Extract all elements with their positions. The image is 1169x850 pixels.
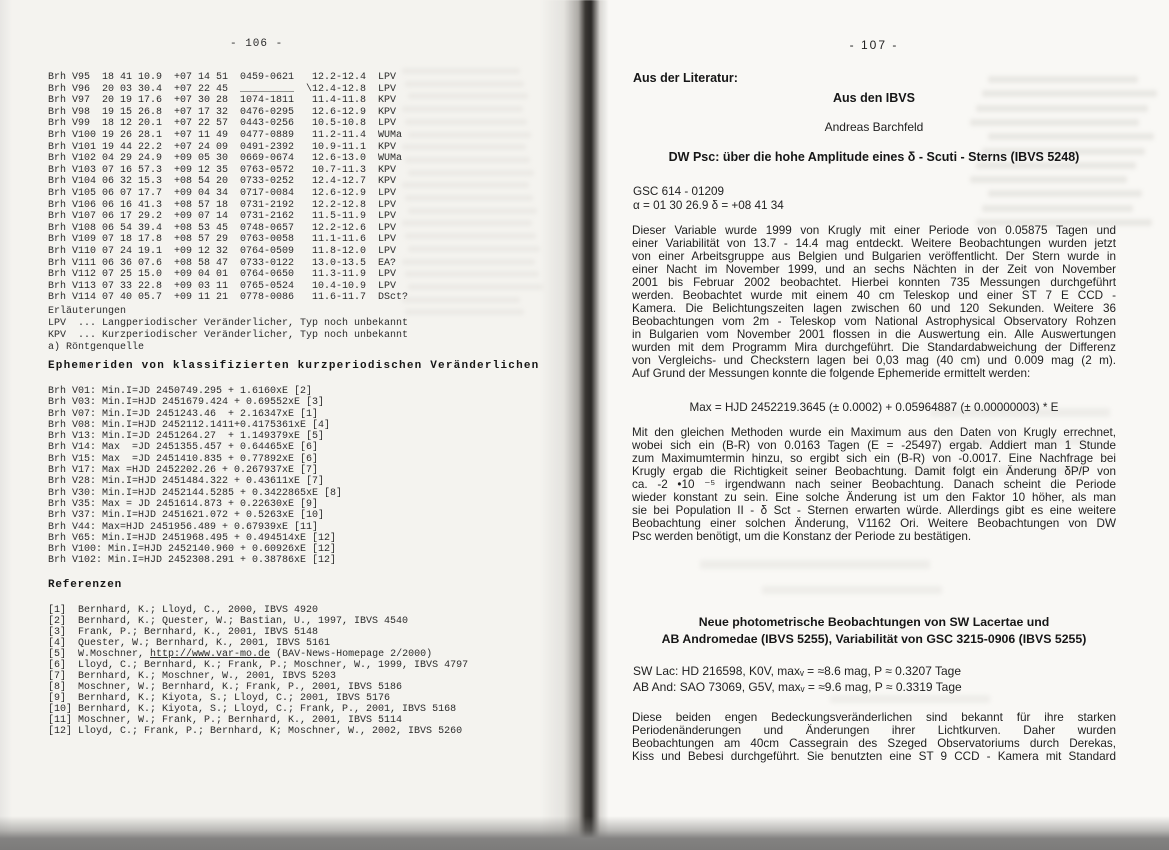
ephemerides-list	[48, 386, 342, 567]
page-number-106: - 106 -	[230, 38, 284, 50]
legend-line: a) Röntgenquelle	[48, 342, 145, 353]
bleed-through-patch	[762, 586, 942, 594]
bleed-through-line	[405, 119, 527, 125]
references-heading: Referenzen	[48, 579, 123, 591]
bleed-through-line	[405, 81, 524, 87]
table-row: Brh V98 19 15 26.8 +07 17 32 0476-0295 12.6-12.9 KPV	[48, 106, 397, 118]
ephemeris-line: Brh V35: Max = JD 2451614.873 + 0.22630xE [9]	[48, 498, 319, 510]
paragraph-line: wieder konstant zu sein. Eine solche Änderung ist um den Faktor 10 höher, als man	[632, 491, 1116, 504]
paragraph-line: Auf Grund der Messungen konnte die folgende Ephemeride ermittelt werden:	[632, 367, 1031, 380]
reference-line	[48, 704, 468, 715]
paragraph-line: wurden mit dem Programm Mira durchgeführt. Die Standardabweichung der Differenz	[632, 341, 1116, 354]
reference-line	[48, 671, 468, 682]
table-row: Brh V105 06 07 17.7 +09 04 34 0717-0084 12.6-12.9 LPV	[48, 187, 397, 199]
paragraph-line: von Vergleichs- und Checkstern lagen bei 0,03 mag (40 cm) und 0.009 mag (2 m).	[632, 354, 1116, 367]
paragraph-line: Diese beiden engen Bedeckungsveränderlichen sind bekannt für ihre starken	[632, 711, 1116, 724]
page-number-107: - 107 -	[849, 38, 899, 52]
section-label: Aus der Literatur:	[633, 71, 738, 85]
bleed-through-line	[408, 93, 528, 99]
ephemeris-line: Brh V07: Min.I=JD 2451243.46 + 2.16347xE [1]	[48, 408, 319, 420]
reference-text: [5] W.Moschner,	[48, 649, 151, 660]
bleed-through-line	[982, 205, 1133, 212]
paragraph-line: ca. -2 •10 ⁻⁵ irgendwann nach seiner Beobachtung. Danach scheint die Periode	[632, 478, 1116, 491]
article1-title: DW Psc: über die hohe Amplitude eines δ - Scuti - Sterns (IBVS 5248)	[668, 150, 1080, 164]
references-list	[48, 605, 468, 737]
ephemeris-line: Brh V15: Max =JD 2451410.835 + 0.77892xE [6]	[48, 453, 319, 465]
printed-url: http://www.var-mo.de	[150, 649, 271, 660]
paper-left-edge-shading	[0, 0, 12, 850]
paragraph-line: in Bulgarien vom November 2001 flossen in die Auswertung ein. Alle Auswertungen	[632, 328, 1116, 341]
table-row: Brh V112 07 25 15.0 +09 04 01 0764-0650 11.3-11.9 LPV	[48, 269, 397, 281]
paragraph-line: Krugly ergab die Richtigkeit seiner Beobachtung. Damit folgt ein Änderung δP/P von	[632, 465, 1116, 478]
paragraph-line: werden. Beobachtet wurde mit einem 40 cm Teleskop und einer ST 7 E CCD -	[632, 289, 1116, 302]
bleed-through-line	[405, 233, 536, 239]
table-row: Brh V102 04 29 24.9 +09 05 30 0669-0674 12.6-13.0 WUMa	[48, 153, 403, 165]
ephemeris-line: Brh V01: Min.I=JD 2450749.295 + 1.6160xE [2]	[48, 386, 313, 397]
table-row: Brh V114 07 40 05.7 +09 11 21 0778-0086 11.6-11.7 DSct?	[48, 292, 409, 304]
reference-text: [10] Bernhard, K.; Kiyota, S.; Lloyd, C.; Frank, P., 2001, IBVS 5168	[48, 704, 457, 715]
legend-line: LPV ... Langperiodischer Veränderlicher, Typ noch unbekannt	[48, 318, 409, 329]
bleed-through-line	[402, 182, 529, 188]
paragraph-line: sie bei Population II - δ Sct - Sternen erwarten würde. Allerdings gibt es eine weitere	[632, 504, 1116, 517]
reference-line	[48, 616, 468, 627]
article2-paragraph	[632, 711, 1116, 763]
author-name: Andreas Barchfeld	[824, 120, 924, 134]
article2-title-line2: AB Andromedae (IBVS 5255), Variabilität von GSC 3215-0906 (IBVS 5255)	[661, 632, 1087, 646]
variable-star-table	[48, 72, 408, 304]
reference-text: [3] Frank, P.; Bernhard, K., 2001, IBVS 5148	[48, 627, 319, 638]
table-row: Brh V100 19 26 28.1 +07 11 49 0477-0889 11.2-11.4 WUMa	[48, 129, 403, 141]
ephemeris-line: Brh V30: Min.I=HJD 2452144.5285 + 0.3422865xE [8]	[48, 487, 343, 499]
bleed-through-patch	[700, 560, 930, 569]
bleed-through-line	[402, 297, 520, 303]
reference-text: [1] Bernhard, K.; Lloyd, C., 2000, IBVS 4920	[48, 605, 319, 616]
reference-line	[48, 638, 468, 649]
bleed-through-line	[988, 190, 1142, 197]
star-summary-ab-and: AB And: SAO 73069, G5V, maxᵥ = ≈9.6 mag, P ≈ 0.3319 Tage	[633, 679, 962, 694]
scan-bottom-shadow	[0, 816, 1169, 850]
reference-text: [4] Quester, W.; Bernhard, K., 2001, IBVS 5161	[48, 638, 331, 649]
paragraph-line: Dieser Variable wurde 1999 von Krugly mit einer Periode von 0.05875 Tagen und	[632, 224, 1116, 237]
bleed-through-line	[402, 220, 532, 226]
ephemeris-line: Brh V08: Min.I=HJD 2452112.1411+0.4175361xE [4]	[48, 419, 331, 431]
paragraph-line: Psc werden benötigt, um die Konstanz der Periode zu bestätigen.	[632, 530, 972, 543]
ephemeris-line: Brh V100: Min.I=HJD 2452140.960 + 0.60926xE [12]	[48, 544, 337, 556]
paragraph-line: einer Nacht im November 1999, und an sechs Nächten in der Zeit von November	[632, 263, 1116, 276]
bleed-through-line	[408, 284, 543, 290]
paragraph-line: einer Variabilität von 13.7 - 14.4 mag entdeckt. Weitere Beobachtungen wurden jetzt	[632, 237, 1116, 250]
bleed-through-line	[405, 195, 533, 201]
paragraph-line: wobei sich ein (B-R) von 0.0163 Tagen (E = -25497) ergab. Addiert man 1 Stunde	[632, 439, 1116, 452]
reference-text: [2] Bernhard, K.; Quester, W.; Bastian, U., 1997, IBVS 4540	[48, 616, 409, 627]
article2-title-line1: Neue photometrische Beobachtungen von SW Lacertae und	[698, 615, 1050, 629]
ephemeris-formula: Max = HJD 2452219.3645 (± 0.0002) + 0.05964887 (± 0.00000003) * E	[689, 401, 1059, 414]
paragraph-line: Beobachtungen vom 2m - Teleskop vom National Astrophysical Observatory Rohzen	[632, 315, 1116, 328]
bleed-through-patch	[830, 695, 990, 703]
paragraph-line: Mit den gleichen Methoden wurde ein Maximum aus den Daten von Krugly errechnet,	[632, 426, 1116, 439]
paragraph-line: 2001 bis Februar 2002 beobachtet. Hierbei konnten 735 Messungen durchgeführt	[632, 276, 1116, 289]
paragraph-line: von einer Arbeitsgruppe aus Belgien und Bulgarien veröffentlicht. Der Stern wurde in	[632, 250, 1116, 263]
bleed-through-line	[405, 309, 524, 315]
ephemeris-line: Brh V37: Min.I=HJD 2451621.072 + 0.5263xE [10]	[48, 510, 325, 522]
table-row: Brh V108 06 54 39.4 +08 53 45 0748-0657 12.2-12.6 LPV	[48, 222, 397, 234]
reference-line	[48, 715, 468, 726]
star-summary-sw-lac: SW Lac: HD 216598, K0V, maxᵥ = ≈8.6 mag, P ≈ 0.3207 Tage	[633, 664, 962, 678]
table-row: Brh V109 07 18 17.8 +08 57 29 0763-0058 11.1-11.6 LPV	[48, 234, 397, 246]
bleed-through-line	[402, 106, 523, 112]
bleed-through-line	[976, 105, 1148, 112]
table-row: Brh V104 06 32 15.3 +08 54 20 0733-0252 12.4-12.7 KPV	[48, 176, 397, 188]
table-row: Brh V111 06 36 07.6 +08 58 47 0733-0122 13.0-13.5 EA?	[48, 257, 397, 269]
reference-text: [12] Lloyd, C.; Frank, P.; Bernhard, K; Moschner, W., 2002, IBVS 5260	[48, 726, 463, 737]
reference-text: [6] Lloyd, C.; Bernhard, K.; Frank, P.; Moschner, W., 1999, IBVS 4797	[48, 660, 469, 671]
object-id: GSC 614 - 01209	[633, 185, 724, 198]
bleed-through-line	[408, 170, 534, 176]
bleed-through-line	[408, 246, 540, 252]
legend-line: KPV ... Kurzperiodischer Veränderlicher, Typ noch unbekannt	[48, 330, 409, 341]
ephemeris-line: Brh V102: Min.I=HJD 2452308.291 + 0.38786xE [12]	[48, 555, 337, 567]
ephemeris-line: Brh V14: Max =JD 2451355.457 + 0.64465xE [6]	[48, 442, 319, 454]
table-row: Brh V103 07 16 57.3 +09 12 35 0763-0572 10.7-11.3 KPV	[48, 164, 397, 176]
paragraph-line: Beobachtungen am 40cm Cassegrain des Szeged Observatoriums durch Derekas,	[632, 737, 1116, 750]
reference-line	[48, 605, 468, 616]
ephemeris-line: Brh V17: Max =HJD 2452202.26 + 0.267937xE [7]	[48, 465, 319, 477]
book-spine-shadow	[540, 0, 620, 850]
table-row: Brh V95 18 41 10.9 +07 14 51 0459-0621 12.2-12.4 LPV	[48, 72, 397, 83]
article2-title	[622, 614, 1126, 648]
object-coordinates: α = 01 30 26.9 δ = +08 41 34	[633, 199, 784, 212]
legend-notes	[48, 306, 408, 354]
reference-line	[48, 660, 468, 671]
table-row: Brh V107 06 17 29.2 +09 07 14 0731-2162 11.5-11.9 LPV	[48, 211, 397, 223]
ephemeris-line: Brh V65: Min.I=HJD 2451968.495 + 0.494514xE [12]	[48, 532, 337, 544]
reference-text: [7] Bernhard, K.; Moschner, W., 2001, IBVS 5203	[48, 671, 337, 682]
reference-line	[48, 649, 468, 660]
reference-text: [11] Moschner, W.; Frank, P.; Bernhard, K., 2001, IBVS 5114	[48, 715, 403, 726]
bleed-through-line	[402, 259, 535, 265]
paragraph-line: Kamera. Die Belichtungszeiten lagen zwischen 60 und 120 Sekunden. Weitere 36	[632, 302, 1116, 315]
paragraph-line: Kiss und Bebesi durchgeführt. Sie benutzten eine ST 9 CCD - Kamera mit Standard	[632, 750, 1116, 763]
star-summary	[633, 664, 962, 695]
reference-line	[48, 693, 468, 704]
bleed-through-line	[402, 144, 526, 150]
ephemeris-line: Brh V13: Min.I=JD 2451264.27 + 1.149379xE [5]	[48, 431, 325, 443]
bleed-through-line	[405, 157, 530, 163]
table-row: Brh V99 18 12 20.1 +07 22 57 0443-0256 10.5-10.8 LPV	[48, 118, 397, 130]
reference-text: [9] Bernhard, K.; Kiyota, S.; Lloyd, C.; 2001, IBVS 5176	[48, 693, 391, 704]
paragraph-line: Periodenänderungen und Änderungen ihrer Lichtkurven. Daher wurden	[632, 724, 1116, 737]
ephemeris-line: Brh V28: Min.I=HJD 2451484.322 + 0.43611xE [7]	[48, 476, 325, 488]
bleed-through-line	[408, 132, 531, 138]
ephemeris-line: Brh V44: Max=HJD 2451956.489 + 0.67939xE [11]	[48, 521, 319, 533]
bleed-through-line	[988, 133, 1154, 140]
article1-paragraph2	[632, 426, 1116, 543]
reference-line	[48, 627, 468, 638]
bleed-through-line	[405, 271, 539, 277]
bleed-through-line	[970, 176, 1127, 183]
reference-line	[48, 726, 468, 737]
paragraph-line: Beobachtung einer solchen Änderung, V1162 Ori. Weitere Beobachtungen von DW	[632, 517, 1116, 530]
bleed-through-line	[408, 208, 537, 214]
column-title: Aus den IBVS	[833, 91, 915, 105]
table-row: Brh V97 20 19 17.6 +07 30 28 1074-1811 11.4-11.8 KPV	[48, 95, 397, 107]
table-row: Brh V106 06 16 41.3 +08 57 18 0731-2192 12.2-12.8 LPV	[48, 199, 397, 211]
reference-text: [8] Moschner, W.; Bernhard, K.; Frank, P., 2001, IBVS 5186	[48, 682, 403, 693]
bleed-through-line	[402, 68, 520, 74]
table-row: Brh V101 19 44 22.2 +07 24 09 0491-2392 10.9-11.1 KPV	[48, 141, 397, 153]
table-row: Brh V110 07 24 19.1 +09 12 32 0764-0509 11.8-12.0 LPV	[48, 245, 397, 257]
table-row: Brh V113 07 33 22.8 +09 03 11 0765-0524 10.4-10.9 LPV	[48, 280, 397, 292]
ephemeris-line: Brh V03: Min.I=HJD 2451679.424 + 0.69552xE [3]	[48, 397, 325, 409]
article1-paragraph1	[632, 224, 1116, 380]
reference-line	[48, 682, 468, 693]
reference-text: (BAV-News-Homepage 2/2000)	[270, 649, 433, 660]
paragraph-line: zum Maximumtermin hinzu, so ergibt sich ein (B-R) von -0.0017. Eine Nachfrage bei	[632, 452, 1116, 465]
ephemerides-heading: Ephemeriden von klassifizierten kurzperiodischen Veränderlichen	[48, 360, 540, 372]
legend-line: Erläuterungen	[48, 306, 127, 317]
bleed-through-line	[988, 76, 1138, 83]
table-row: Brh V96 20 03 30.4 +07 22 45 _________ \12.4-12.8 LPV	[48, 83, 397, 95]
